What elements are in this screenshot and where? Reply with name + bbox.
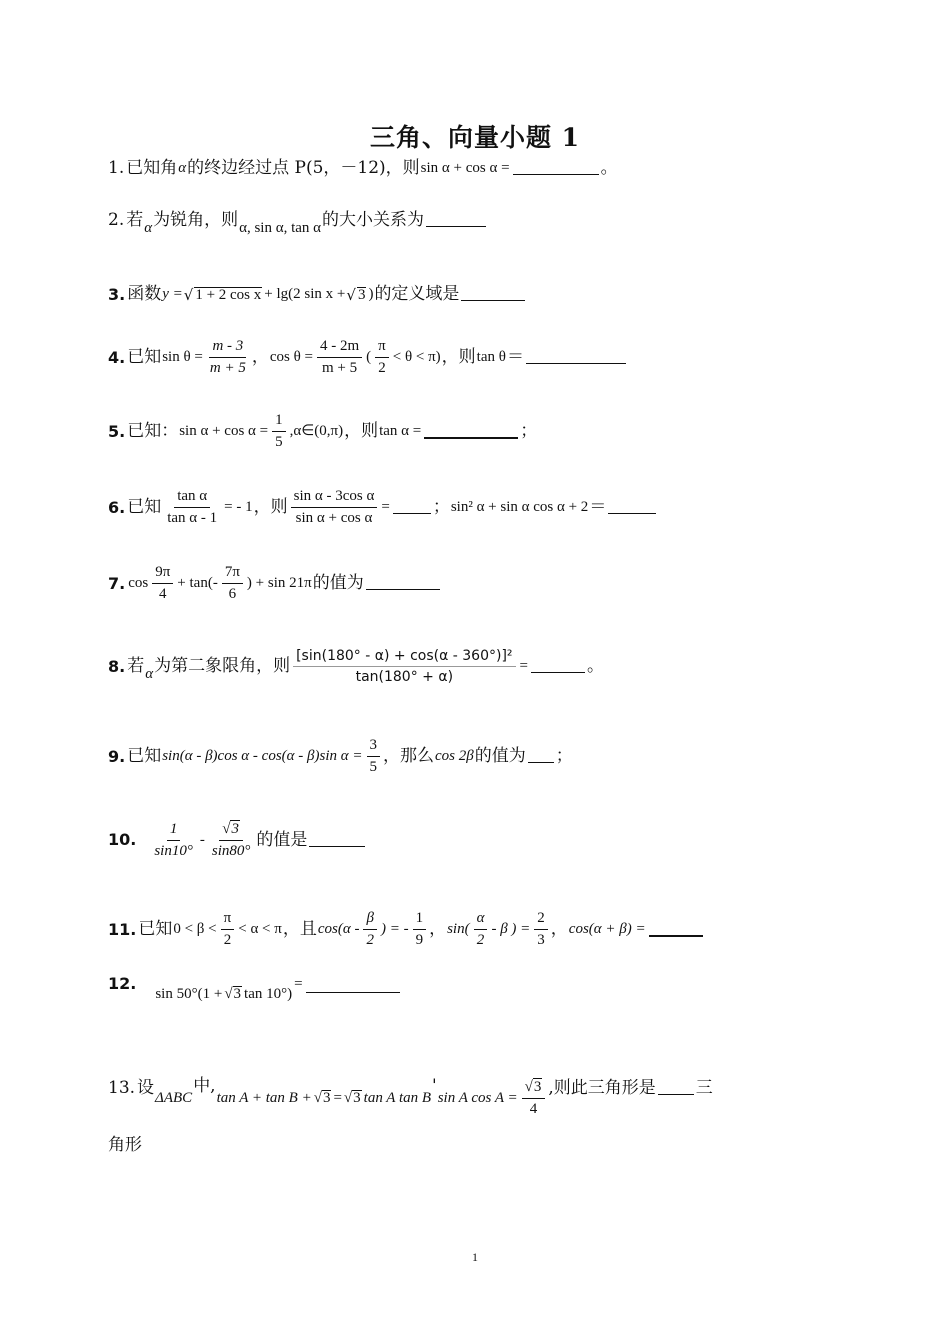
math-expression: cos θ =: [269, 349, 313, 366]
alpha-symbol: α: [144, 220, 153, 236]
question-text: 已知: [138, 919, 173, 940]
question-number: 6.: [108, 497, 126, 517]
answer-blank[interactable]: [526, 351, 626, 364]
question-10: [108, 820, 367, 861]
question-text: 若: [127, 656, 145, 677]
question-text: ，则: [253, 497, 288, 518]
math-expression: sin θ =: [162, 349, 203, 366]
question-number: 11.: [108, 919, 137, 939]
question-number: 3.: [108, 284, 126, 304]
question-number: 5.: [108, 421, 126, 441]
question-number: 13.: [108, 1077, 136, 1098]
question-text: 已知：: [127, 421, 179, 442]
question-text: 为锐角，则: [153, 210, 239, 230]
math-expression: cos(α + β) =: [568, 921, 646, 938]
math-expression: ,α∈(0,π): [289, 423, 344, 440]
question-13: [108, 1068, 713, 1118]
question-text: ＝: [589, 497, 607, 518]
question-text: 。: [587, 656, 604, 677]
answer-blank[interactable]: [393, 501, 431, 514]
math-expression: sin(α - β)cos α - cos(α - β)sin α =: [162, 748, 363, 765]
math-expression: =: [519, 658, 528, 675]
question-number: 7.: [108, 573, 126, 593]
question-4: 4. 已知 sin θ = $\frac{m - 3}{m + 5}$ ， cos θ = $\frac{4 - 2m}{m + 5}$ ( $\frac{\pi}{2}$ < θ < π) ，则 tan θ ＝: [108, 338, 628, 378]
fraction: √ 3 4: [522, 1078, 546, 1119]
question-text: ，: [550, 919, 568, 940]
question-text: 已知: [127, 497, 162, 518]
question-text: ＝: [506, 347, 524, 368]
question-text: ': [432, 1075, 437, 1096]
math-expression: sin α + cos α =: [420, 160, 510, 176]
question-text: 的大小关系为: [322, 210, 425, 230]
question-text: ，: [429, 919, 447, 940]
question-text: 的值为: [312, 573, 364, 594]
question-number: 8.: [108, 656, 126, 676]
fraction: $\frac{7\pi}{6}$: [222, 564, 243, 604]
math-expression: =: [333, 1089, 342, 1106]
question-text: 若: [126, 210, 144, 230]
fraction: $\frac{\pi}{2}$: [221, 910, 235, 950]
alpha-symbol: α: [178, 160, 187, 176]
fraction: $\frac{\alpha}{2}$: [474, 910, 488, 950]
math-expression: cos: [128, 575, 149, 592]
page-title: 三角、向量小题 1: [369, 123, 581, 152]
question-number: 4.: [108, 347, 126, 367]
answer-blank[interactable]: [513, 162, 599, 175]
math-expression: -: [199, 831, 205, 848]
math-expression: - β ) =: [491, 921, 531, 938]
answer-blank[interactable]: [531, 660, 585, 673]
question-8: [108, 648, 604, 685]
math-expression: + tan(-: [177, 575, 218, 592]
question-number: 1.: [108, 158, 125, 178]
question-text: 为第二象限角，则: [154, 656, 291, 677]
answer-blank[interactable]: [366, 577, 440, 590]
answer-blank[interactable]: [658, 1082, 694, 1095]
math-expression: =: [294, 975, 303, 992]
question-6: [108, 488, 658, 528]
math-expression: sin(: [447, 921, 470, 938]
math-expression: sin A cos A =: [437, 1089, 518, 1106]
question-text: 函数: [127, 284, 162, 304]
question-text: 。: [600, 158, 618, 178]
math-expression: = - 1: [224, 499, 253, 516]
answer-blank[interactable]: [426, 214, 486, 227]
question-text: 的终边经过点 P(5，－12)，则: [187, 158, 420, 178]
fraction: $\frac{\pi}{2}$: [375, 338, 389, 378]
question-text: ，则: [344, 421, 379, 442]
math-expression: ): [368, 286, 374, 302]
math-expression: cos(α -: [317, 921, 360, 938]
question-11: [108, 910, 705, 950]
answer-blank[interactable]: [608, 501, 656, 514]
question-text: ，那么: [383, 746, 434, 767]
question-text: 三: [695, 1077, 713, 1098]
fraction: $\frac{1}{5}$: [272, 412, 286, 452]
sqrt-expression: √ 3: [343, 1090, 361, 1107]
fraction: $\frac{\text{sin α - 3cos α}}{\text{sin α + cos α}}$: [291, 488, 378, 528]
question-text: 中,: [193, 1075, 216, 1096]
math-expression: < θ < π): [392, 349, 441, 366]
math-expression: 0 < β <: [173, 921, 217, 938]
fraction: $\frac{3}{5}$: [367, 737, 381, 777]
sqrt-expression: √ 3: [346, 285, 366, 304]
fraction: $\frac{2}{3}$: [534, 910, 548, 950]
question-1: [108, 160, 618, 177]
question-text: 已知: [127, 347, 162, 368]
question-2: [108, 210, 488, 236]
sqrt-expression: √ 3: [313, 1090, 331, 1107]
question-text: 设: [137, 1077, 155, 1098]
math-expression: sin α + cos α =: [179, 423, 269, 440]
question-number: 9.: [108, 746, 126, 766]
math-expression: tan α =: [379, 423, 422, 440]
math-expression: < α < π: [238, 921, 282, 938]
question-number: 2.: [108, 210, 125, 230]
question-12: [108, 974, 402, 1002]
question-text: ；: [520, 421, 538, 442]
question-13-continuation: 角形: [108, 1135, 142, 1155]
question-text: ；: [555, 746, 573, 767]
math-expression: sin 50°(1 +: [155, 985, 223, 1002]
page-number: 1: [472, 1250, 478, 1264]
answer-blank[interactable]: [309, 834, 365, 847]
fraction: $\frac{9\pi}{4}$: [152, 564, 173, 604]
math-expression: sin² α + sin α cos α + 2: [450, 499, 589, 516]
question-text: 已知: [127, 746, 162, 767]
fraction: $\frac{1}{9}$: [413, 910, 427, 950]
math-expression: α, sin α, tan α: [239, 220, 322, 236]
question-text: 的值为: [474, 746, 526, 767]
answer-blank[interactable]: [424, 425, 518, 439]
fraction: √ 3 sin80°: [211, 821, 251, 860]
sqrt-expression: √ 1 + 2 cos x: [183, 285, 262, 304]
question-text: ,则此三角形是: [548, 1077, 656, 1098]
math-expression: tan 10°): [244, 985, 293, 1002]
answer-blank[interactable]: [528, 750, 554, 763]
question-text: 已知角: [126, 158, 178, 178]
question-9: [108, 737, 573, 777]
math-expression: ΔABC: [155, 1089, 193, 1106]
question-text: 的定义域是: [374, 284, 460, 304]
question-text: ，则: [441, 347, 476, 368]
question-number: 12.: [108, 974, 137, 993]
question-3: [108, 286, 527, 303]
math-expression: ) + sin 21π: [246, 575, 312, 592]
fraction: $\frac{\text{tan α}}{\text{tan α - 1}}$: [167, 488, 218, 527]
math-expression: =: [381, 499, 390, 516]
fraction: $\frac{\text{[sin(180° - α) + cos(α - 360°)]²}}{\tan(180^\circ + \alpha)}$: [293, 648, 515, 685]
question-number: 10.: [108, 830, 137, 850]
answer-blank[interactable]: [649, 923, 703, 937]
answer-blank[interactable]: [461, 288, 525, 301]
fraction: $\frac{\beta}{2}$: [363, 910, 377, 950]
math-expression: y =: [162, 286, 183, 302]
sqrt-expression: √ 3: [224, 986, 242, 1002]
question-text: ，且: [282, 919, 317, 940]
fraction: $\frac{1}{\sin 10^\circ}$: [154, 820, 193, 859]
math-expression: tan A tan B: [363, 1089, 432, 1106]
question-text: ；: [432, 497, 450, 518]
math-expression: + lg(2 sin x +: [264, 286, 346, 302]
math-expression: tan θ: [476, 349, 506, 366]
question-text: ，: [251, 347, 269, 368]
fraction: $\frac{m - 3}{m + 5}$: [209, 338, 246, 377]
question-5: [108, 412, 537, 452]
math-expression: tan A + tan B +: [216, 1089, 312, 1106]
math-expression: cos 2β: [435, 748, 474, 765]
alpha-symbol: α: [145, 666, 154, 683]
question-7: [108, 564, 442, 604]
math-expression: ) = -: [380, 921, 409, 938]
answer-blank[interactable]: [306, 980, 400, 993]
question-text: 的值是: [256, 829, 308, 850]
fraction: $\frac{4 - 2m}{m + 5}$: [317, 338, 362, 378]
